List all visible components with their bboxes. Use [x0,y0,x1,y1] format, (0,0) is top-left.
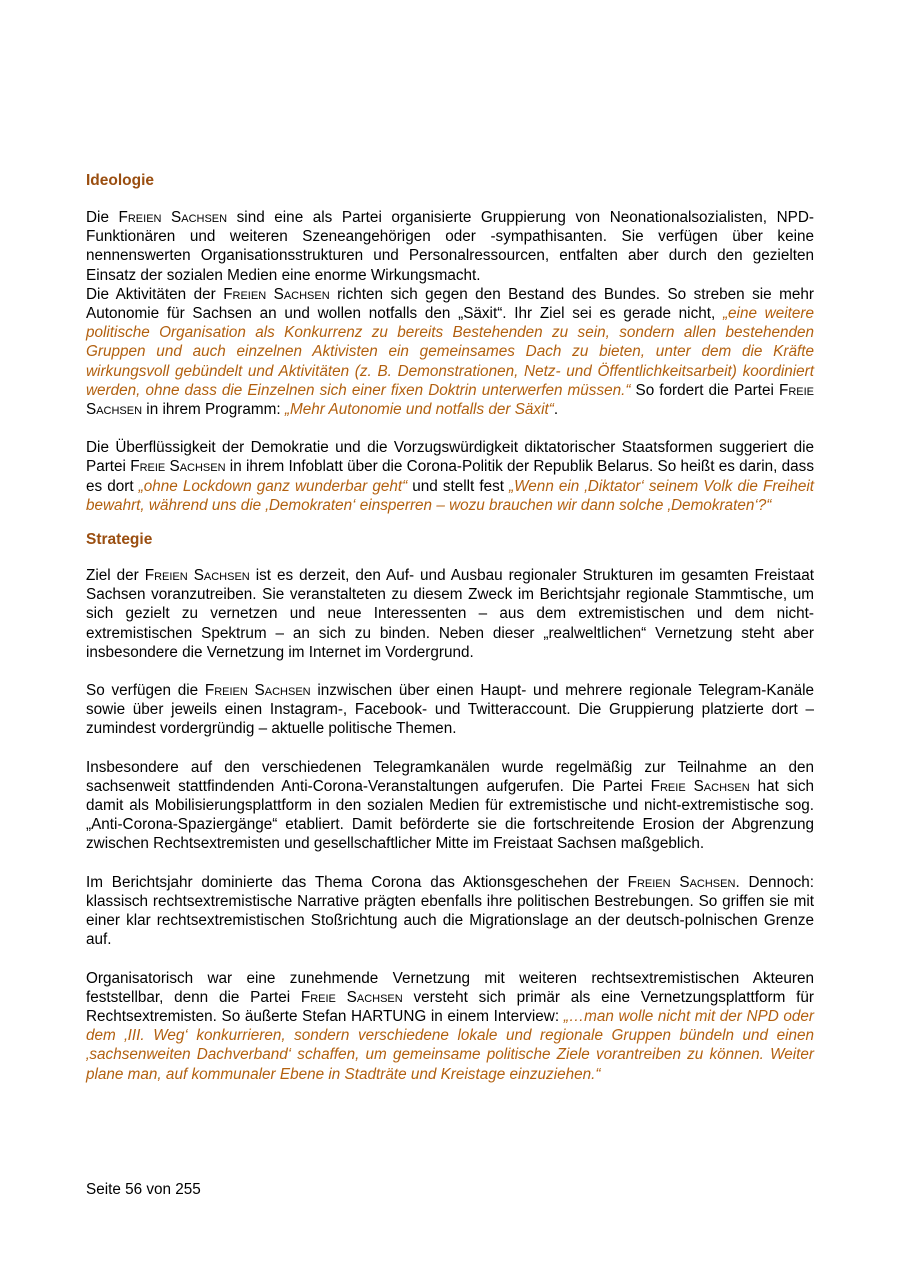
paragraph-6 [86,758,814,854]
text-run: . Dennoch: klassisch rechtsextremistische Narrative prägten ebenfalls ihre politischen Bestrebungen. So griffen sie mit einer klar rechtsextremistischen Stoßrichtung auch die Migrationslage an der deutsch-polnischen Grenze auf. [86,873,814,949]
text-run: Die [86,209,119,226]
text-run: Insbesondere auf den verschiedenen Telegramkanälen wurde regelmäßig zur Teilnahme an den sachsenweit stattfindenden Anti-Corona-Veranstaltungen aufgerufen. Die Partei [86,758,814,795]
text-run: Die Aktivitäten der [86,285,224,303]
paragraph-8 [86,969,814,1084]
text-run: inzwischen über einen Haupt- und mehrere regionale Telegram-Kanäle sowie über jeweils einen Instagram-, Facebook- und Twitteraccount. Die Gruppierung platzierte dort – zumindest vordergründig – aktuelle politische Themen. [86,682,815,738]
page-number: Seite 56 von 255 [86,1181,201,1198]
quote: „ohne Lockdown ganz wunderbar geht“ [138,477,408,495]
org-name: Freie Sachsen [130,458,226,476]
text-run: und stellt fest [407,477,510,495]
text-run: Im Berichtsjahr dominierte das Thema Corona das Aktionsgeschehen der [86,873,628,891]
org-name: Freien Sachsen [204,682,311,700]
text-run: in ihrem Programm: [142,401,285,419]
org-name: Freie Sachsen [300,988,403,1006]
org-name: Freien Sachsen [118,209,228,226]
text-run: Ziel der [86,567,145,585]
paragraph-1 [86,208,814,285]
quote: „Mehr Autonomie und notfalls der Säxit“ [284,401,554,419]
section-heading-strategie: Strategie [86,531,153,549]
quote: „eine weitere politische Organisation als Konkurrenz zu bereits Bestehenden zu sein, sondern allen bestehenden Gruppen und auch einzelnen Aktivisten ein gemeinsames Dach zu bieten, unter dem die Kräfte wirkungsvoll gebündelt und Aktivitäten (z. B. Demonstrationen, Netz- und Öffentlichkeitsarbeit) koordiniert werden, ohne dass die Einzelnen sich einer fixen Doktrin unterwerfen müssen.“ [86,305,814,399]
text-run: Die Überflüssigkeit der Demokratie und die Vorzugswürdigkeit diktatorischer Staatsformen suggeriert die Partei [86,439,814,476]
paragraph-7 [86,873,814,950]
text-run: Organisatorisch war eine zunehmende Vernetzung mit weiteren rechtsextremistischen Akteuren feststellbar, denn die Partei [86,969,814,1006]
text-run: So verfügen die [86,682,205,700]
text-run: hat sich damit als Mobilisierungsplattform in den sozialen Medien für extremistische und nicht-extremistische sog. „Anti-Corona-Spaziergänge“ etabliert. Damit beförderte sie die fortschreitende Erosion der Abgrenzung zwischen Rechtsextremisten und gesellschaftlicher Mitte im Freistaat Sachsen maßgeblich. [86,777,814,853]
text-run: . [553,401,559,419]
text-run: ist es derzeit, den Auf- und Ausbau regionaler Strukturen im gesamten Freistaat Sachsen voranzutreiben. Sie veranstalteten zu diesem Zweck im Berichtsjahr regionale Stammtische, um sich gezielt zu vernetzen und neue Interessenten – aus dem extremistischen und dem nicht-extremistischen Spektrum – an sich zu binden. Neben dieser „realweltlichen“ Vernetzung steht aber insbesondere die Vernetzung im Internet im Vordergrund. [86,567,814,661]
org-name: Freie Sachsen [650,777,750,795]
paragraph-3 [86,438,814,515]
org-name: Freie Sachsen [86,381,815,419]
org-name: Freien Sachsen [627,873,736,891]
paragraph-4 [86,566,814,662]
quote: „…man wolle nicht mit der NPD oder dem ‚III. Weg‘ konkurrieren, sondern verschiedene lokale und regionale Gruppen bündeln und einen ‚sachsenweiten Dachverband‘ schaffen, um gemeinsame politische Ziele vorantreiben zu können. Weiter plane man, auf kommunaler Ebene in Stadträte und Kreistage einzuziehen.“ [86,1007,814,1083]
quote: „Wenn ein ‚Diktator‘ seinem Volk die Freiheit bewahrt, während uns die ‚Demokraten‘ einsperren – wozu brauchen wir dann solche ‚Demokraten‘?“ [86,477,814,514]
text-run: in ihrem Infoblatt über die Corona-Politik der Republik Belarus. So heißt es darin, dass es dort [86,458,814,495]
org-name: Freien Sachsen [144,567,250,585]
text-run: richten sich gegen den Bestand des Bundes. So streben sie mehr Autonomie für Sachsen an und wollen notfalls den „Säxit“. Ihr Ziel sei es gerade nicht, [86,285,814,323]
section-heading-ideologie: Ideologie [86,172,155,189]
paragraph-2 [86,285,814,419]
page-content [86,170,814,1084]
text-run: sind eine als Partei organisierte Gruppierung von Neonationalsozialisten, NPD-Funktionären und weiteren Szeneangehörigen oder -sympathisanten. Sie verfügen über keine nennenswerten Organisationsstrukturen und Personalressourcen, entfalten aber durch den gezielten Einsatz der sozialen Medien eine enorme Wirkungsmacht. [86,209,814,284]
org-name: Freien Sachsen [223,285,330,303]
text-run: versteht sich primär als eine Vernetzungsplattform für Rechtsextremisten. So äußerte Stefan HARTUNG in einem Interview: [86,988,814,1025]
paragraph-5 [86,681,814,739]
text-run: So fordert die Partei [630,381,779,399]
